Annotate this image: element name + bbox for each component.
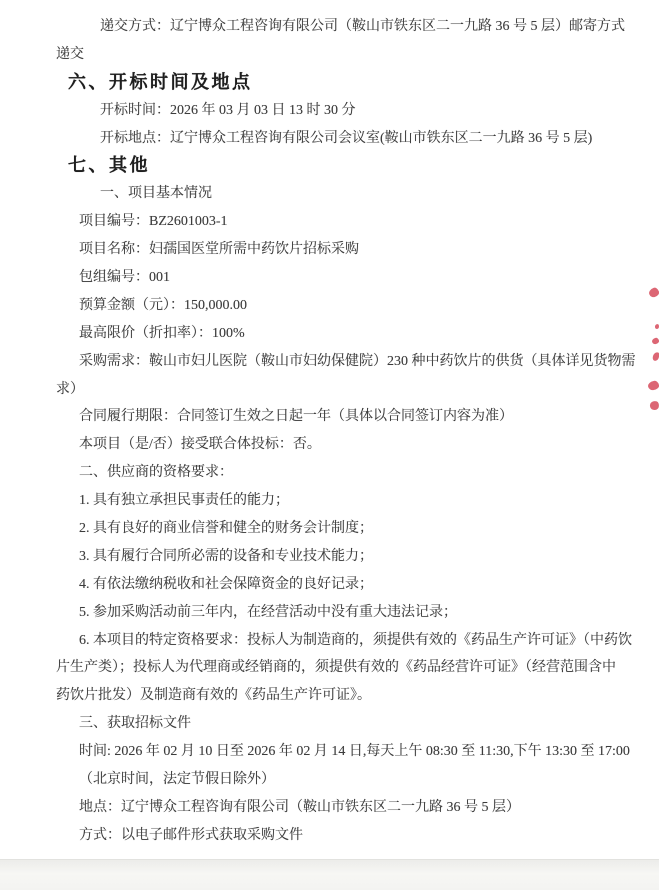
section-heading: 七、其他	[68, 155, 150, 176]
doc-line: 本项目（是/否）接受联合体投标：否。	[79, 437, 321, 453]
doc-line: 包组编号：001	[79, 270, 170, 286]
doc-line: 采购需求：鞍山市妇儿医院（鞍山市妇幼保健院）230 种中药饮片的供货（具体详见货物需	[79, 353, 636, 369]
doc-line: 2. 具有良好的商业信誉和健全的财务会计制度；	[79, 521, 373, 537]
doc-line: 地点：辽宁博众工程咨询有限公司（鞍山市铁东区二一九路 36 号 5 层）	[79, 799, 520, 815]
doc-line: 开标时间：2026 年 03 月 03 日 13 时 30 分	[100, 102, 356, 118]
doc-line: （北京时间，法定节假日除外）	[79, 772, 275, 788]
doc-line: 递交方式：辽宁博众工程咨询有限公司（鞍山市铁东区二一九路 36 号 5 层）邮寄方式	[100, 19, 625, 34]
doc-line: 递交	[56, 46, 84, 62]
doc-line: 一、项目基本情况	[100, 186, 212, 202]
doc-line: 3. 具有履行合同所必需的设备和专业技术能力；	[79, 548, 373, 564]
doc-line: 6. 本项目的特定资格要求：投标人为制造商的，须提供有效的《药品生产许可证》（中药饮	[79, 632, 632, 648]
doc-line: 项目编号：BZ2601003-1	[79, 214, 228, 230]
doc-line: 求）	[56, 381, 84, 397]
doc-line: 开标地点：辽宁博众工程咨询有限公司会议室(鞍山市铁东区二一九路 36 号 5 层)	[100, 130, 593, 146]
doc-line: 二、供应商的资格要求：	[79, 465, 233, 481]
doc-line: 预算金额（元）：150,000.00	[79, 297, 247, 313]
doc-line: 时间: 2026 年 02 月 10 日至 2026 年 02 月 14 日,每天上午 08:30 至 11:30,下午 13:30 至 17:00	[79, 744, 630, 760]
doc-line: 项目名称：妇孺国医堂所需中药饮片招标采购	[79, 242, 359, 258]
scan-edge-band	[0, 859, 659, 890]
doc-line: 5. 参加采购活动前三年内，在经营活动中没有重大违法记录；	[79, 604, 457, 620]
red-stamp-fragment-icon	[655, 324, 659, 330]
doc-line: 三、获取招标文件	[79, 716, 191, 732]
doc-line: 4. 有依法缴纳税收和社会保障资金的良好记录；	[79, 576, 373, 592]
doc-line: 方式：以电子邮件形式获取采购文件	[79, 827, 303, 843]
doc-line: 合同履行期限：合同签订生效之日起一年（具体以合同签订内容为准）	[79, 409, 513, 425]
document-body	[0, 13, 659, 850]
doc-line: 药饮片批发）及制造商有效的《药品生产许可证》。	[56, 688, 371, 704]
doc-line: 片生产类）；投标人为代理商或经销商的，须提供有效的《药品经营许可证》（经营范围含中	[56, 660, 616, 676]
doc-line: 1. 具有独立承担民事责任的能力；	[79, 493, 289, 509]
doc-line: 最高限价（折扣率）：100%	[79, 325, 245, 341]
section-heading: 六、开标时间及地点	[68, 71, 253, 92]
